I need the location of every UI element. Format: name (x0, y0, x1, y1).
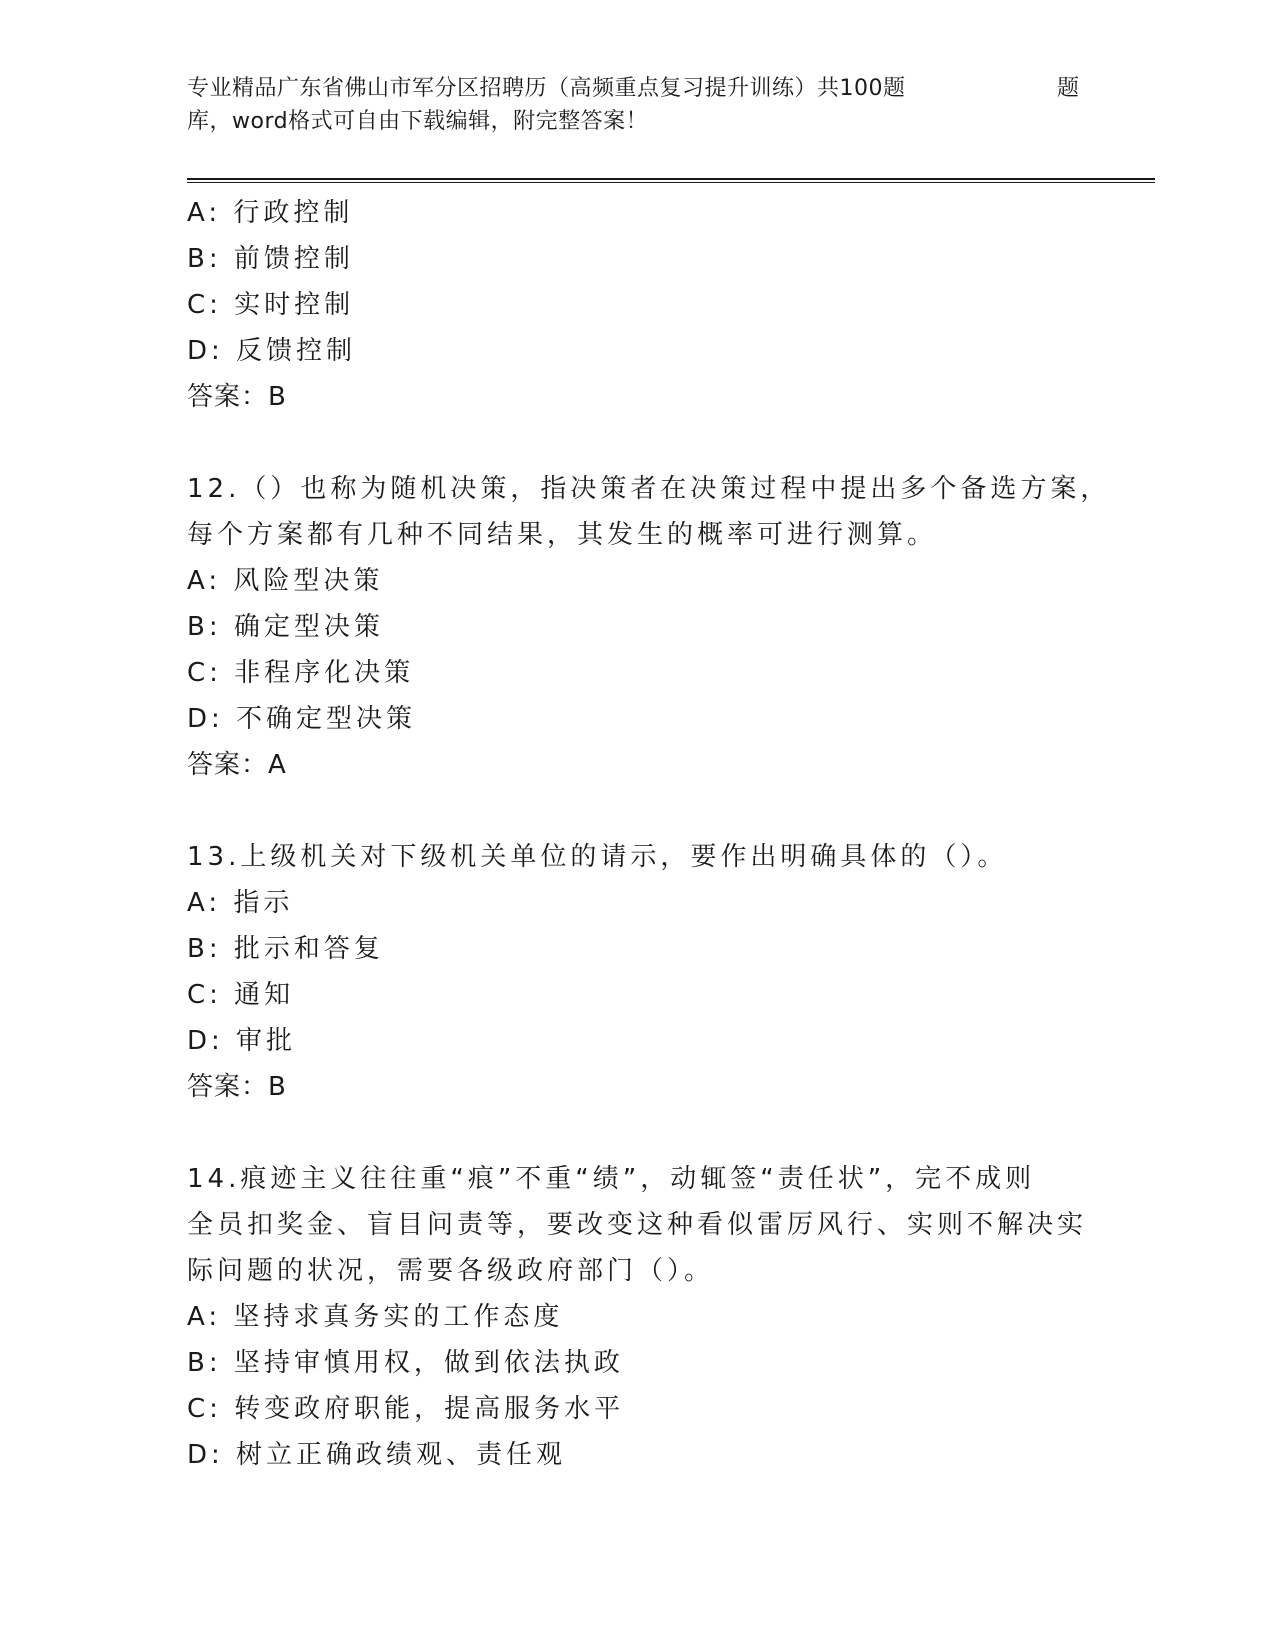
option-a: A: 行政控制 (187, 198, 354, 228)
question-stem: 12.（）也称为随机决策，指决策者在决策过程中提出多个备选方案， (187, 474, 1111, 504)
question-stem: 每个方案都有几种不同结果，其发生的概率可进行测算。 (187, 520, 938, 550)
question-stem: 14.痕迹主义往往重“痕”不重“绩”，动辄签“责任状”，完不成则 (187, 1164, 1036, 1194)
header-title-tail: 题 (1057, 76, 1080, 101)
option-a: A: 指示 (187, 888, 294, 918)
question-stem: 13.上级机关对下级机关单位的请示，要作出明确具体的（）。 (187, 842, 1008, 872)
option-d: D: 不确定型决策 (187, 704, 417, 734)
option-b: B: 批示和答复 (187, 934, 384, 964)
page-header (187, 72, 1087, 138)
option-b: B: 坚持审慎用权，做到依法执政 (187, 1348, 624, 1378)
option-b: B: 前馈控制 (187, 244, 354, 274)
question-list (187, 190, 1111, 1478)
answer: 答案：B (187, 382, 287, 412)
option-d: D: 审批 (187, 1026, 297, 1056)
answer: 答案：B (187, 1072, 287, 1102)
question-11 (187, 190, 1087, 420)
header-line-1 (187, 72, 1087, 105)
option-b: B: 确定型决策 (187, 612, 384, 642)
option-c: C: 非程序化决策 (187, 658, 415, 688)
option-d: D: 反馈控制 (187, 336, 357, 366)
question-12 (187, 466, 1111, 788)
question-stem: 全员扣奖金、盲目问责等，要改变这种看似雷厉风行、实则不解决实 (187, 1210, 1088, 1240)
option-a: A: 坚持求真务实的工作态度 (187, 1302, 564, 1332)
answer: 答案：A (187, 750, 287, 780)
question-14 (187, 1156, 1087, 1478)
option-c: C: 转变政府职能，提高服务水平 (187, 1394, 625, 1424)
header-title: 专业精品广东省佛山市军分区招聘历（高频重点复习提升训练）共100题 (187, 76, 906, 101)
option-d: D: 树立正确政绩观、责任观 (187, 1440, 567, 1470)
header-divider (187, 178, 1155, 183)
header-line-2: 库，word格式可自由下载编辑，附完整答案！ (187, 109, 649, 134)
option-c: C: 通知 (187, 980, 295, 1010)
question-13 (187, 834, 1087, 1110)
option-a: A: 风险型决策 (187, 566, 384, 596)
question-stem: 际问题的状况，需要各级政府部门（）。 (187, 1256, 715, 1286)
option-c: C: 实时控制 (187, 290, 355, 320)
